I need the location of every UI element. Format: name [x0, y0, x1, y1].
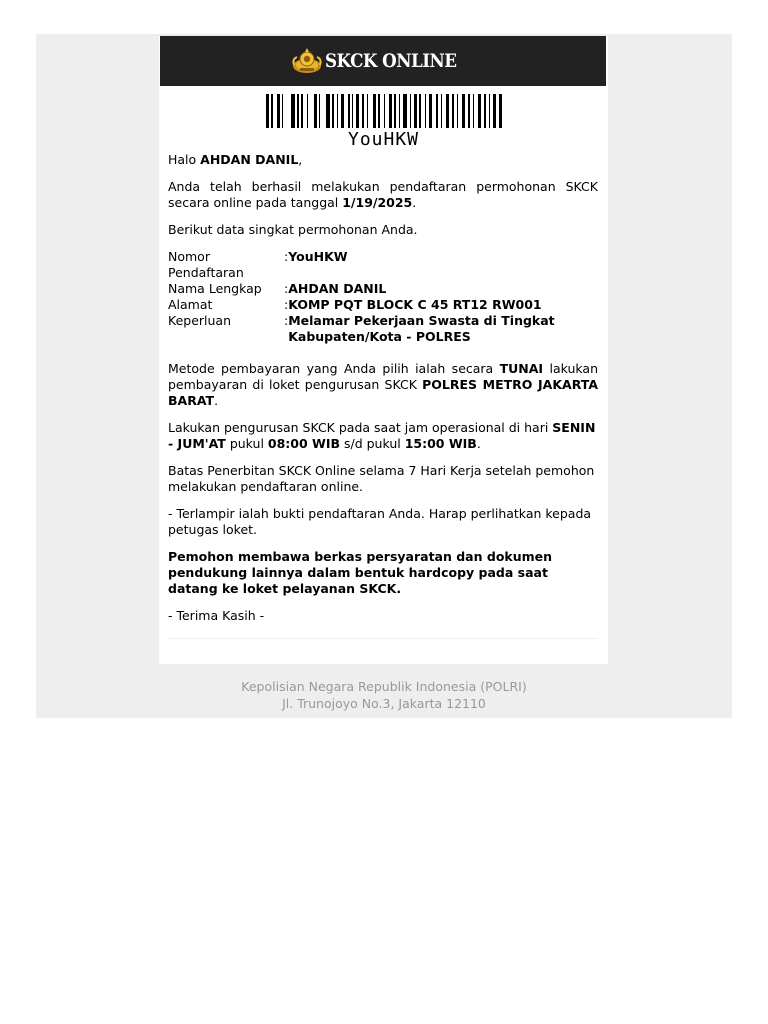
hours-end: .	[476, 436, 481, 451]
closing-text: - Terima Kasih -	[168, 608, 265, 623]
info-separator: :	[284, 297, 289, 312]
registration-paragraph	[168, 179, 598, 211]
hours-paragraph	[168, 420, 598, 452]
hours-days: SENIN - JUM'AT	[168, 420, 596, 451]
info-value: AHDAN DANIL	[288, 281, 387, 296]
info-row	[168, 281, 598, 297]
hours-text-3: s/d pukul	[340, 436, 405, 451]
info-separator: :	[284, 281, 289, 296]
document-reminder	[168, 549, 598, 597]
divider	[168, 638, 598, 639]
hours-text-2: pukul	[225, 436, 268, 451]
info-label: Nomor Pendaftaran	[168, 249, 244, 280]
brand-title: SKCK ONLINE	[325, 50, 457, 72]
greeting	[168, 152, 598, 168]
payment-text: Metode pembayaran yang Anda pilih ialah secara	[168, 361, 500, 376]
payment-paragraph	[168, 361, 598, 409]
greeting-suffix: ,	[298, 152, 303, 167]
application-info-table	[168, 249, 598, 345]
info-row	[168, 249, 598, 281]
info-row	[168, 313, 598, 345]
hours-close: 15:00 WIB	[404, 436, 477, 451]
footer-org: Kepolisian Negara Republik Indonesia (POLRI)	[241, 679, 527, 694]
barcode-code: YouHKW	[347, 129, 420, 150]
barcode-image	[266, 94, 502, 128]
payment-method: TUNAI	[499, 361, 544, 376]
payment-end: .	[214, 393, 219, 408]
attachment-note: - Terlampir ialah bukti pendaftaran Anda. Harap perlihatkan kepada petugas loket.	[168, 506, 592, 537]
deadline-paragraph: Batas Penerbitan SKCK Online selama 7 Hari Kerja setelah pemohon melakukan pendaftaran online.	[168, 463, 595, 494]
logo	[291, 47, 474, 75]
info-value: Melamar Pekerjaan Swasta di Tingkat Kabupaten/Kota - POLRES	[288, 313, 555, 344]
hours-text: Lakukan pengurusan SKCK pada saat jam operasional di hari	[168, 420, 553, 435]
info-separator: :	[284, 313, 289, 328]
hours-open: 08:00 WIB	[267, 436, 341, 451]
greeting-name: AHDAN DANIL	[200, 152, 299, 167]
police-emblem-icon	[291, 47, 323, 75]
email-card	[159, 36, 608, 664]
document-reminder-text: Pemohon membawa berkas persyaratan dan dokumen pendukung lainnya dalam bentuk hardcopy pada saat datang ke loket pelayanan SKCK.	[168, 549, 553, 596]
info-separator: :	[284, 249, 289, 264]
registration-end: .	[412, 195, 417, 210]
greeting-prefix: Halo	[168, 152, 201, 167]
footer-address: Jl. Trunojoyo No.3, Jakarta 12110	[282, 696, 486, 711]
info-label: Nama Lengkap	[168, 281, 262, 296]
registration-text: Anda telah berhasil melakukan pendaftaran permohonan SKCK secara online pada tanggal	[168, 179, 598, 210]
payment-text-2: lakukan pembayaran di loket pengurusan SKCK	[168, 361, 599, 392]
email-backdrop	[36, 34, 732, 718]
registration-date: 1/19/2025	[342, 195, 413, 210]
email-body	[168, 152, 598, 639]
header-banner	[160, 36, 606, 86]
barcode-section	[159, 94, 608, 150]
info-value: YouHKW	[288, 249, 348, 264]
payment-location: POLRES METRO JAKARTA BARAT	[168, 377, 598, 408]
info-label: Keperluan	[168, 313, 232, 328]
info-value: KOMP PQT BLOCK C 45 RT12 RW001	[288, 297, 542, 312]
summary-intro: Berikut data singkat permohonan Anda.	[168, 222, 418, 237]
info-row	[168, 297, 598, 313]
footer	[36, 678, 732, 712]
info-label: Alamat	[168, 297, 213, 312]
